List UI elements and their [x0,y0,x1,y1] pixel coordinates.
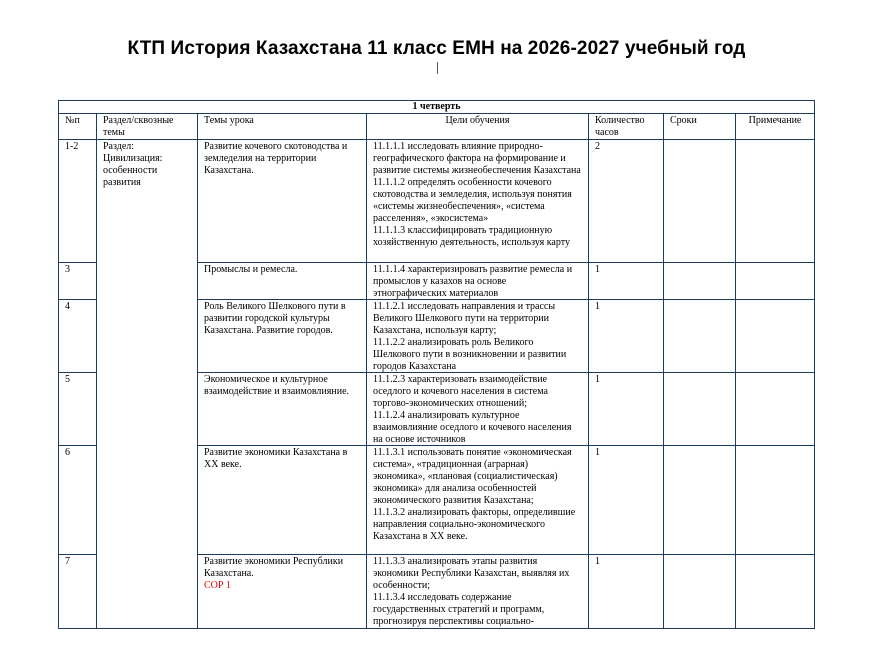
document-title: КТП История Казахстана 11 класс ЕМН на 2026-2027 учебный год [127,38,746,59]
row-hours: 1 [589,300,664,373]
goals-text: 11.1.1.1 исследовать влияние природно-географического фактора на формирование и развитие системы жизнеобеспечения Казахстана 11.1.1.2 определять особенности кочевого скотоводства и земледелия, используя понятия «системы жизнеобеспечения», «система расселения», «экосистема» 11.1.1.3 классифицировать традиционную хозяйственную деятельность, используя карту [373,141,581,248]
row-dates[interactable] [664,555,736,629]
row-num: 6 [59,446,97,555]
row-hours: 1 [589,373,664,446]
row-num: 5 [59,373,97,446]
topic-text: Развитие экономики Республики Казахстана. [204,556,344,579]
plan-table [58,100,815,629]
header-dates: Сроки [664,114,736,140]
row-dates[interactable] [664,140,736,263]
row-goals [367,373,589,446]
row-num: 4 [59,300,97,373]
row-goals [367,300,589,373]
header-num: №п [59,114,97,140]
table-row [59,140,815,263]
row-topic: Роль Великого Шелкового пути в развитии городской культуры Казахстана. Развитие городов. [198,300,367,373]
quarter-row [59,101,815,114]
row-notes[interactable] [736,300,815,373]
row-topic: Экономическое и культурное взаимодействие и взаимовлияние. [198,373,367,446]
row-topic [198,555,367,629]
row-notes[interactable] [736,373,815,446]
goals-text: 11.1.3.3 анализировать этапы развития экономики Республики Казахстан, выявляя их особенности; 11.1.3.4 исследовать содержание государственных стратегий и программ, прогнозируя перспективы социально- [373,556,570,627]
row-hours: 1 [589,555,664,629]
text-cursor [437,62,438,74]
goals-text: 11.1.1.4 характеризировать развитие ремесла и промыслов у казахов на основе этнографических материалов [373,264,573,299]
header-row [59,114,815,140]
row-notes[interactable] [736,263,815,300]
section-cell: Раздел: Цивилизация: особенности развития [97,140,198,629]
row-dates[interactable] [664,300,736,373]
row-num: 7 [59,555,97,629]
row-goals [367,263,589,300]
row-dates[interactable] [664,373,736,446]
row-goals [367,555,589,629]
row-num: 3 [59,263,97,300]
quarter-label: 1 четверть [59,101,815,114]
row-dates[interactable] [664,446,736,555]
row-notes[interactable] [736,555,815,629]
header-notes: Примечание [736,114,815,140]
goals-text: 11.1.2.1 исследовать направления и трассы Великого Шелкового пути на территории Казахстана, используя карту; 11.1.2.2 анализировать роль Великого Шелкового пути в возникновении и развитии городов Казахстана [373,301,567,372]
row-hours: 2 [589,140,664,263]
row-notes[interactable] [736,446,815,555]
goals-text: 11.1.2.3 характеризовать взаимодействие оседлого и кочевого населения в система торгово-экономических отношений; 11.1.2.4 анализировать культурное взаимовлияние оседлого и кочевого населения на основе источников [373,374,572,445]
row-topic: Развитие кочевого скотоводства и земледелия на территории Казахстана. [198,140,367,263]
goals-text: 11.1.3.1 использовать понятие «экономическая система», «традиционная (аграрная) экономика», «плановая (социалистическая) экономика» для анализа особенностей экономического развития Казахстана; 11.1.3.2 анализировать факторы, определившие направления социально-экономического Казахстана в ХХ веке. [373,447,576,542]
sor-label: СОР 1 [204,580,231,591]
header-topic: Темы урока [198,114,367,140]
row-hours: 1 [589,446,664,555]
row-dates[interactable] [664,263,736,300]
header-goals: Цели обучения [367,114,589,140]
row-topic: Промыслы и ремесла. [198,263,367,300]
row-num: 1-2 [59,140,97,263]
header-section: Раздел/сквозные темы [97,114,198,140]
header-hours: Количество часов [589,114,664,140]
row-goals [367,140,589,263]
row-notes[interactable] [736,140,815,263]
row-topic: Развитие экономики Казахстана в ХХ веке. [198,446,367,555]
row-hours: 1 [589,263,664,300]
row-goals [367,446,589,555]
